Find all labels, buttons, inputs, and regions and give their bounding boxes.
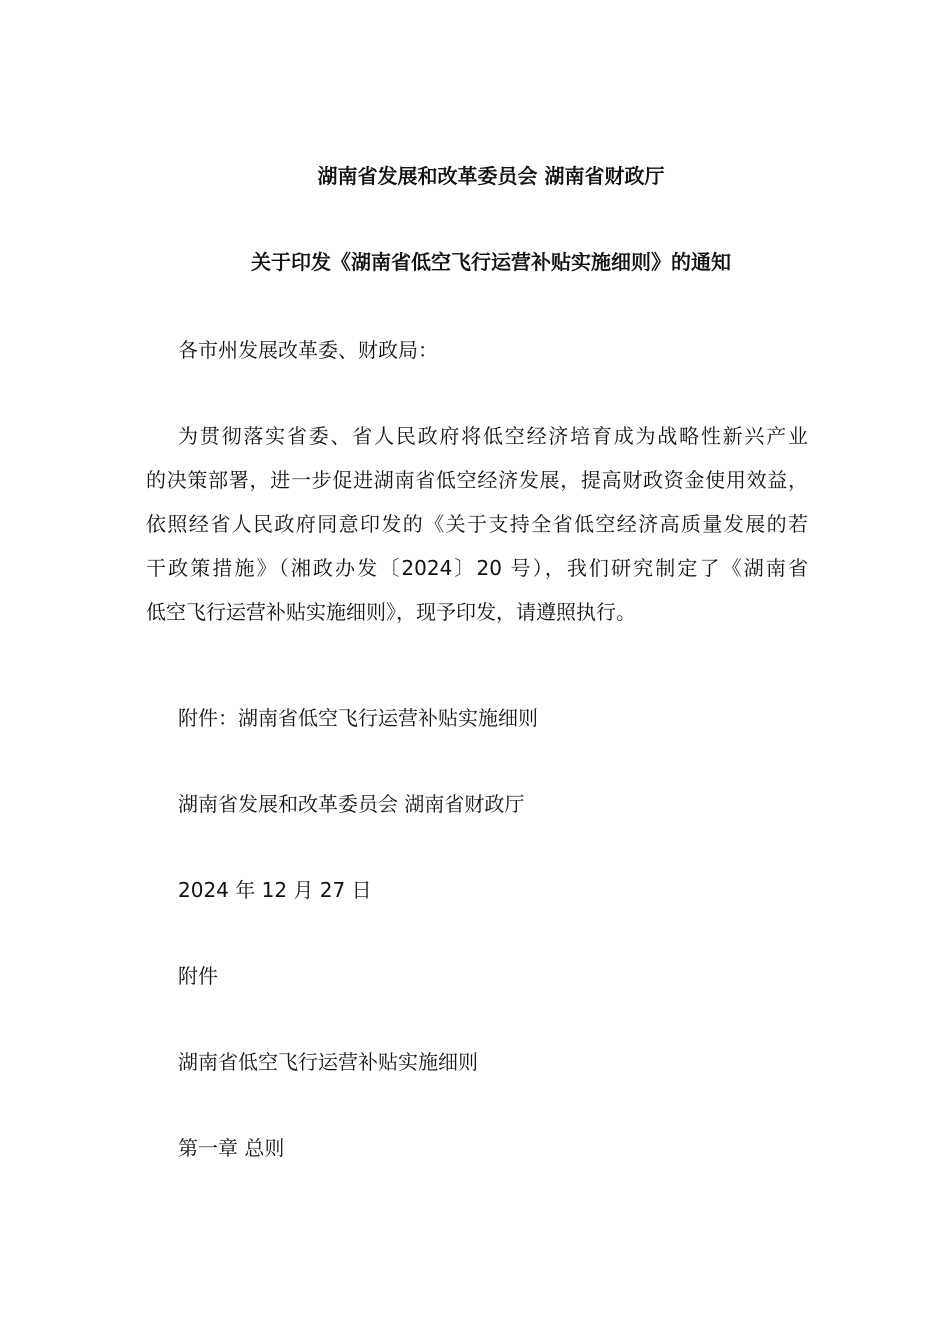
body-line: 低空飞行运营补贴实施细则》，现予印发，请遵照执行。 [146,600,636,624]
attachment-label: 附件 [178,964,218,988]
body-line: 的决策部署，进一步促进湖南省低空经济发展，提高财政资金使用效益， [146,468,808,492]
body-paragraph [146,414,808,634]
attachment-note: 附件：湖南省低空飞行运营补贴实施细则 [178,706,538,730]
notice-title: 关于印发《湖南省低空飞行运营补贴实施细则》的通知 [251,250,731,274]
signatory: 湖南省发展和改革委员会 湖南省财政厅 [178,792,525,816]
issuer-heading: 湖南省发展和改革委员会 湖南省财政厅 [317,164,665,188]
addressee: 各市州发展改革委、财政局： [178,338,438,362]
body-line: 依照经省人民政府同意印发的《关于支持全省低空经济高质量发展的若 [146,512,808,536]
chapter-heading: 第一章 总则 [178,1136,285,1160]
date: 2024 年 12 月 27 日 [178,878,372,902]
attachment-title: 湖南省低空飞行运营补贴实施细则 [178,1050,478,1074]
body-line: 干政策措施》（湘政办发〔2024〕20 号），我们研究制定了《湖南省 [146,556,808,580]
body-line: 为贯彻落实省委、省人民政府将低空经济培育成为战略性新兴产业 [178,424,808,448]
